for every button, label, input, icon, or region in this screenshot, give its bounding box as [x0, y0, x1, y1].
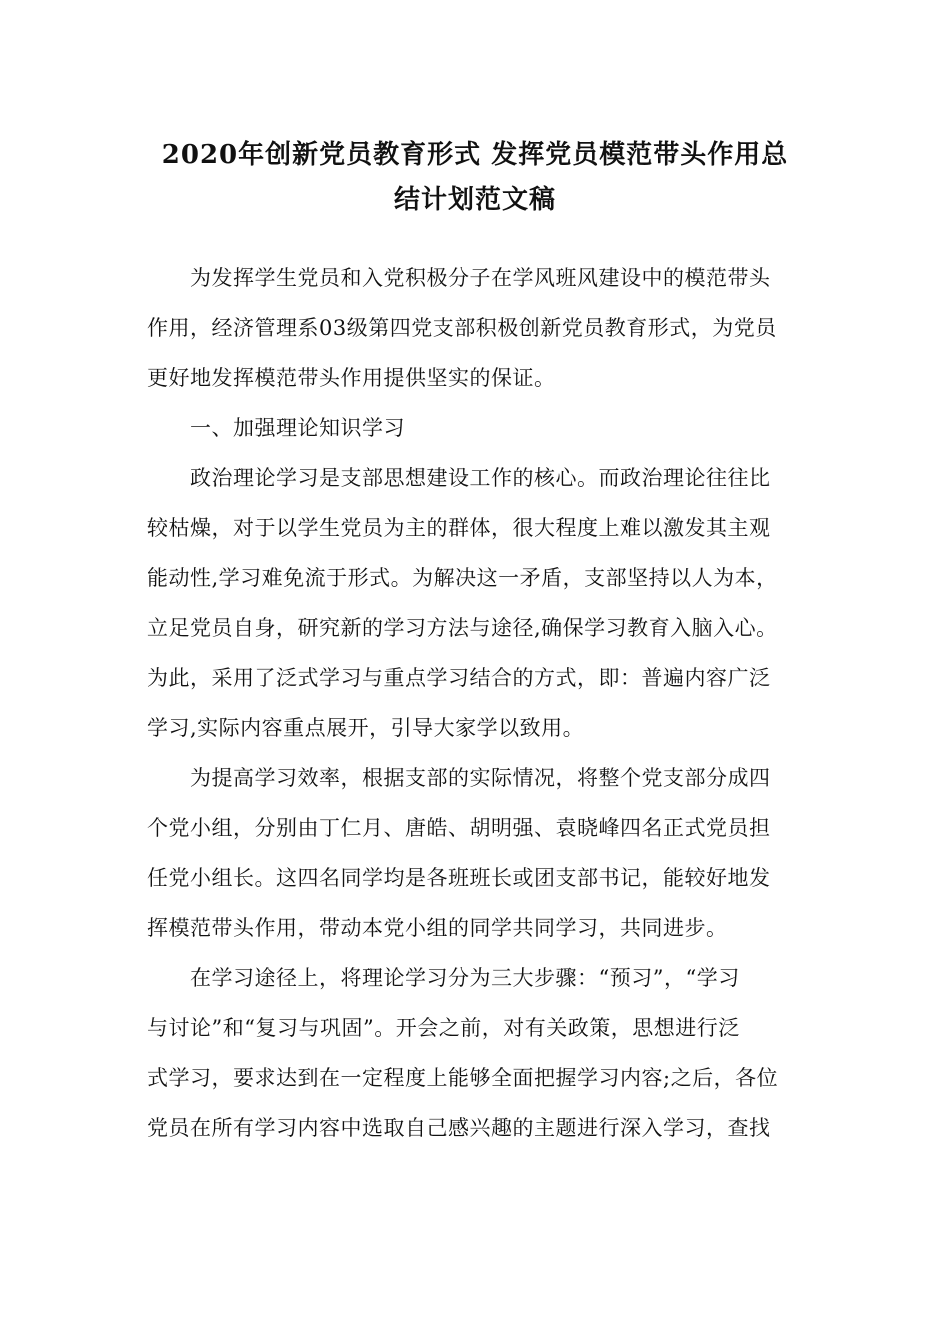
paragraph-line: 政治理论学习是支部思想建设工作的核心。而政治理论往往比 [190, 466, 771, 490]
paragraph-line: 个党小组，分别由丁仁月、唐皓、胡明强、袁晓峰四名正式党员担 [147, 816, 771, 840]
paragraph-line: 在学习途径上，将理论学习分为三大步骤：“预习”，“学习 [190, 966, 740, 990]
paragraph-line: 为提高学习效率，根据支部的实际情况，将整个党支部分成四 [190, 766, 771, 790]
paragraph-line: 为发挥学生党员和入党积极分子在学风班风建设中的模范带头 [190, 266, 771, 290]
paragraph-line: 立足党员自身，研究新的学习方法与途径,确保学习教育入脑入心。 [147, 616, 778, 640]
document-title-line-1: 2020年创新党员教育形式 发挥党员模范带头作用总 [161, 140, 789, 170]
paragraph-line: 能动性,学习难免流于形式。为解决这一矛盾，支部坚持以人为本， [147, 566, 778, 590]
paragraph-line: 更好地发挥模范带头作用提供坚实的保证。 [147, 366, 556, 390]
paragraph-line: 作用，经济管理系03级第四党支部积极创新党员教育形式，为党员 [147, 316, 777, 340]
paragraph-line: 较枯燥，对于以学生党员为主的群体，很大程度上难以激发其主观 [147, 516, 771, 540]
section-heading: 一、加强理论知识学习 [190, 416, 405, 440]
paragraph-line: 与讨论”和“复习与巩固”。开会之前，对有关政策，思想进行泛 [147, 1016, 740, 1040]
paragraph-line: 为此，采用了泛式学习与重点学习结合的方式，即：普遍内容广泛 [147, 666, 771, 690]
document-title-line-2: 结计划范文稿 [393, 185, 556, 215]
paragraph-line: 学习,实际内容重点展开，引导大家学以致用。 [147, 716, 585, 740]
paragraph-line: 党员在所有学习内容中选取自己感兴趣的主题进行深入学习，查找 [147, 1116, 771, 1140]
paragraph-line: 挥模范带头作用，带动本党小组的同学共同学习，共同进步。 [147, 916, 728, 940]
paragraph-line: 任党小组长。这四名同学均是各班班长或团支部书记，能较好地发 [147, 866, 771, 890]
paragraph-line: 式学习，要求达到在一定程度上能够全面把握学习内容;之后，各位 [147, 1066, 779, 1090]
